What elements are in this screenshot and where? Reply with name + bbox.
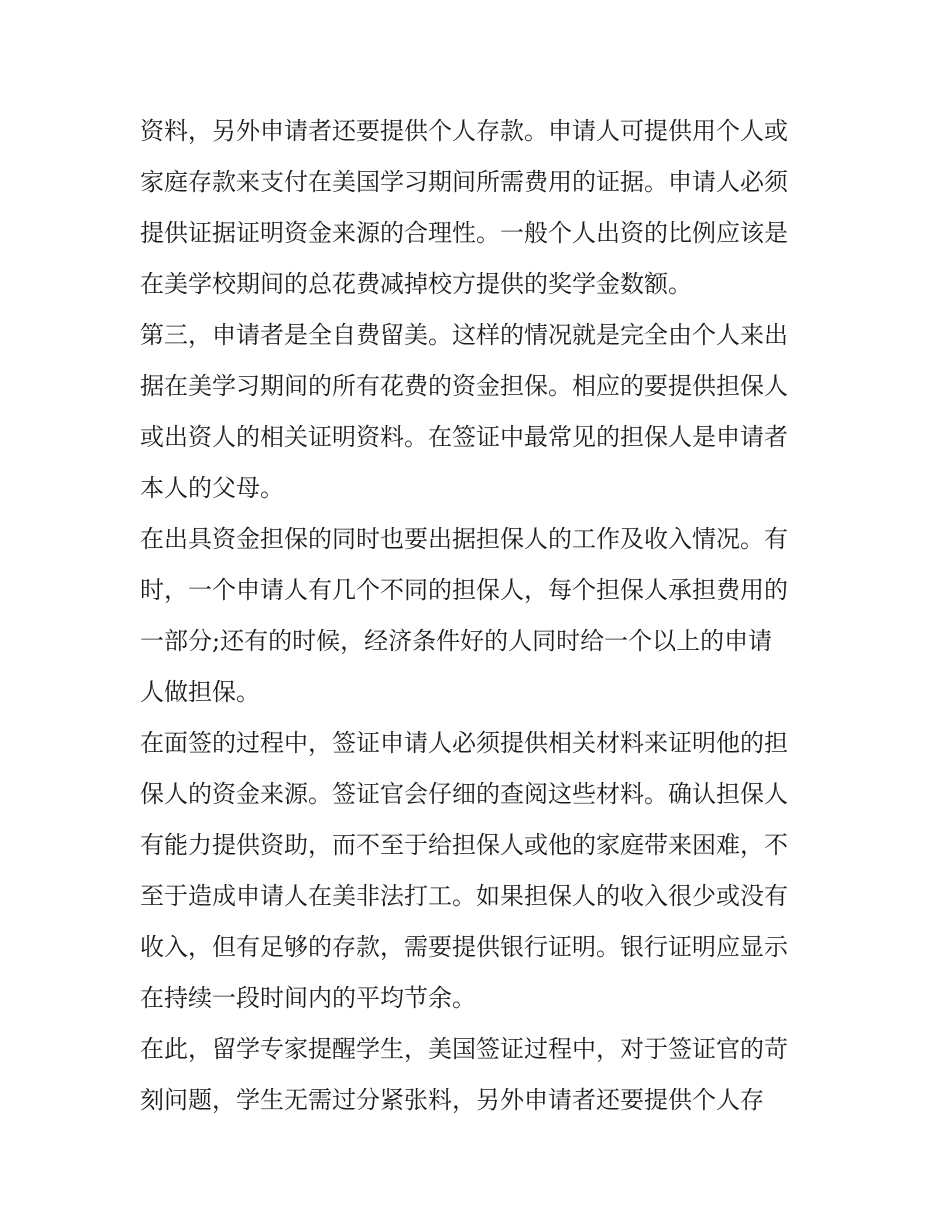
text-line: 时，一个申请人有几个不同的担保人，每个担保人承担费用的 [140, 576, 788, 604]
text-line: 资料，另外申请者还要提供个人存款。申请人可提供用个人或 [140, 117, 788, 145]
text-line: 或出资人的相关证明资料。在签证中最常见的担保人是申请者 [140, 423, 788, 451]
text-line: 在持续一段时间内的平均节余。 [140, 984, 476, 1012]
text-line: 刻问题，学生无需过分紧张料，另外申请者还要提供个人存 [140, 1086, 764, 1114]
text-line: 提供证据证明资金来源的合理性。一般个人出资的比例应该是 [140, 219, 788, 247]
text-line: 第三，申请者是全自费留美。这样的情况就是完全由个人来出 [140, 321, 788, 349]
text-line: 在美学校期间的总花费减掉校方提供的奖学金数额。 [140, 270, 692, 298]
text-line: 在此，留学专家提醒学生，美国签证过程中，对于签证官的苛 [140, 1035, 788, 1063]
document-body [140, 106, 820, 1126]
text-line: 一部分;还有的时候，经济条件好的人同时给一个以上的申请 [140, 627, 773, 655]
text-line: 收入，但有足够的存款，需要提供银行证明。银行证明应显示 [140, 933, 788, 961]
text-line: 保人的资金来源。签证官会仔细的查阅这些材料。确认担保人 [140, 780, 788, 808]
text-line: 本人的父母。 [140, 474, 284, 502]
text-line: 在面签的过程中，签证申请人必须提供相关材料来证明他的担 [140, 729, 788, 757]
text-line: 有能力提供资助，而不至于给担保人或他的家庭带来困难，不 [140, 831, 788, 859]
text-line: 人做担保。 [140, 678, 260, 706]
text-line: 至于造成申请人在美非法打工。如果担保人的收入很少或没有 [140, 882, 788, 910]
text-line: 家庭存款来支付在美国学习期间所需费用的证据。申请人必须 [140, 168, 788, 196]
text-line: 据在美学习期间的所有花费的资金担保。相应的要提供担保人 [140, 372, 788, 400]
text-line: 在出具资金担保的同时也要出据担保人的工作及收入情况。有 [140, 525, 788, 553]
